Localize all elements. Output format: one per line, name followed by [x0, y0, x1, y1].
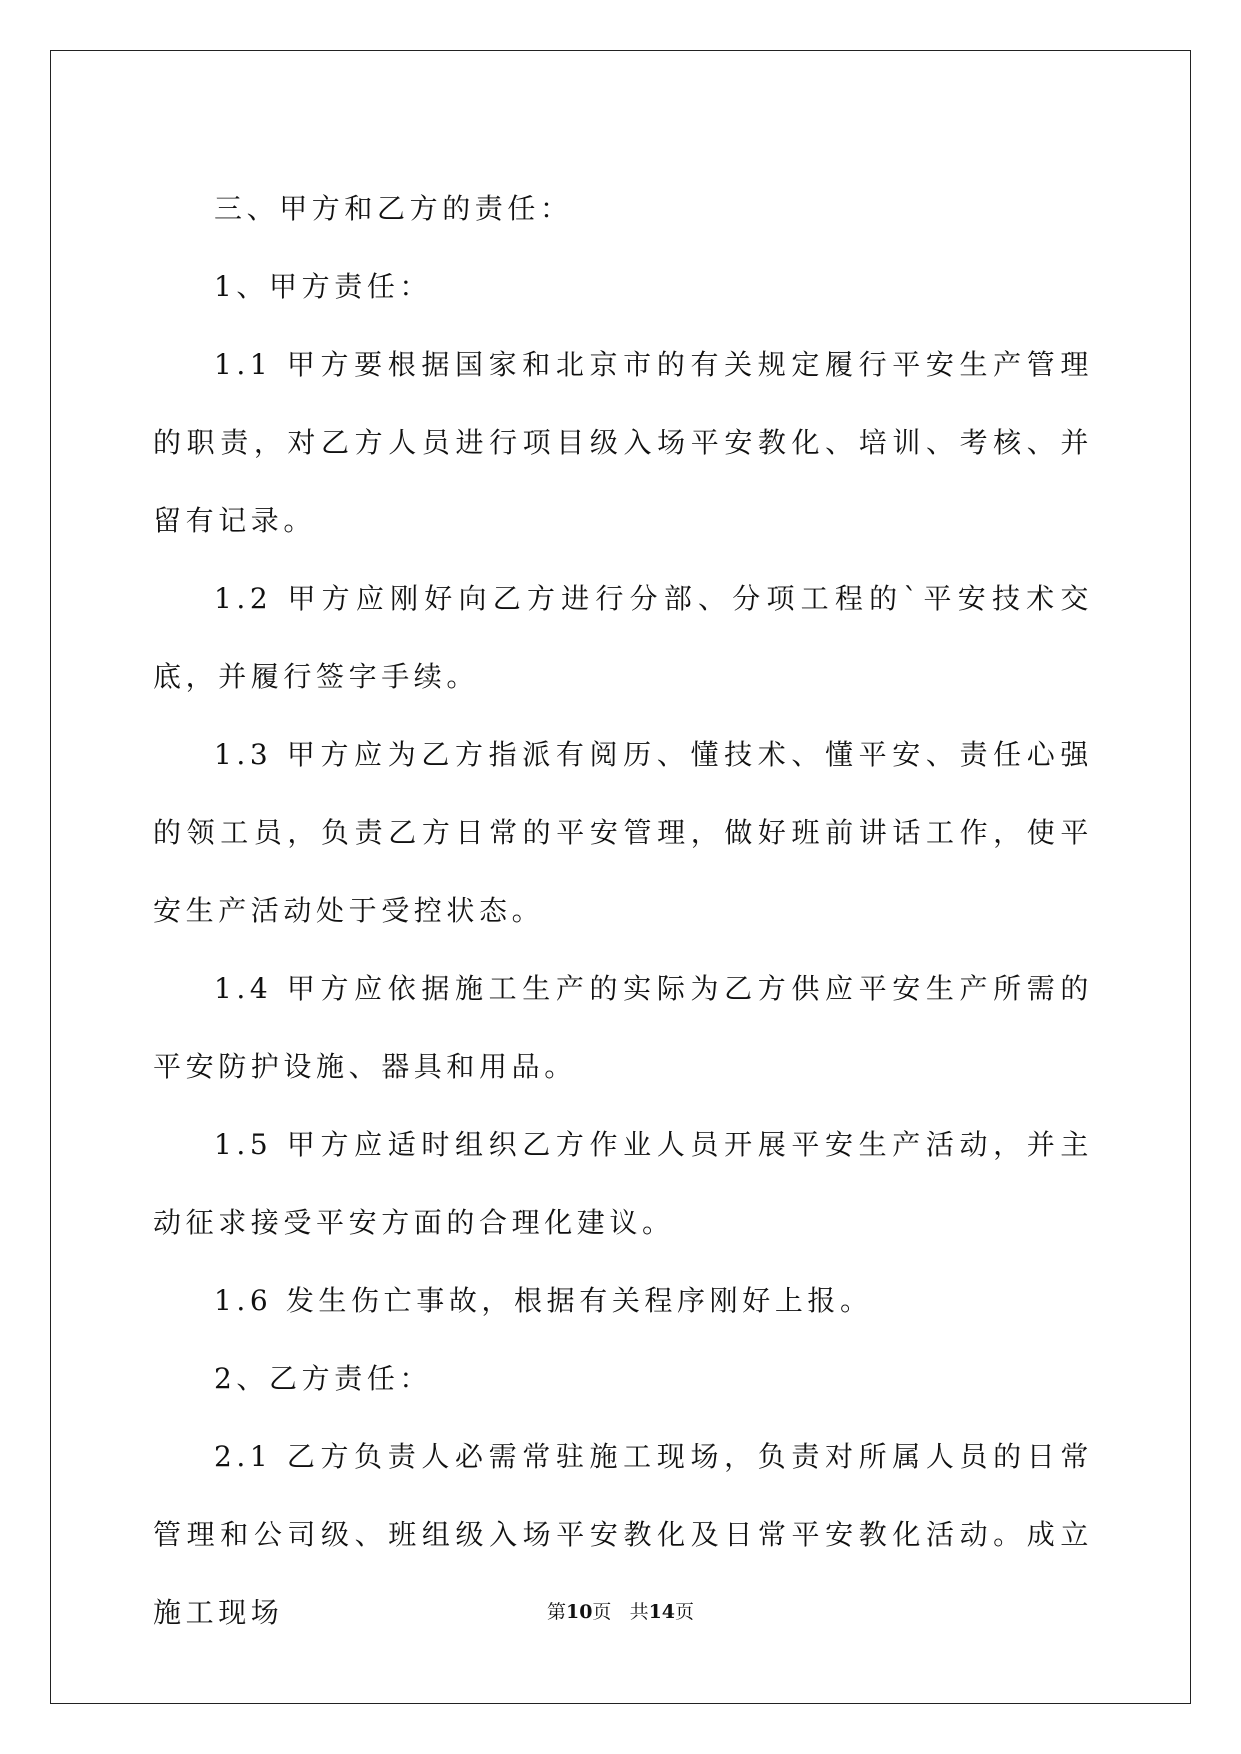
page-footer — [0, 1597, 1241, 1624]
clause-1-6: 1.6 发生伤亡事故，根据有关程序刚好上报。 — [214, 1284, 873, 1317]
clause-1-2: 1.2 甲方应刚好向乙方进行分部、分项工程的`平安技术交底，并履行签字手续。 — [153, 582, 1093, 693]
footer-total-prefix: 共 — [629, 1601, 649, 1623]
clause-1-4: 1.4 甲方应依据施工生产的实际为乙方供应平安生产所需的平安防护设施、器具和用品。 — [153, 972, 1093, 1083]
subsection-heading-party-b: 2、乙方责任： — [214, 1362, 433, 1395]
section-heading: 三、甲方和乙方的责任： — [214, 192, 573, 225]
clause-1-3: 1.3 甲方应为乙方指派有阅历、懂技术、懂平安、责任心强的领工员，负责乙方日常的平安管理，做好班前讲话工作，使平安生产活动处于受控状态。 — [153, 738, 1093, 927]
current-page-number: 10 — [565, 1601, 593, 1623]
clause-2-1: 2.1 乙方负责人必需常驻施工现场，负责对所属人员的日常管理和公司级、班组级入场平安教化及日常平安教化活动。成立施工现场 — [153, 1440, 1093, 1629]
footer-prefix: 第 — [546, 1601, 566, 1623]
clause-1-1: 1.1 甲方要根据国家和北京市的有关规定履行平安生产管理的职责，对乙方人员进行项目级入场平安教化、培训、考核、并留有记录。 — [153, 348, 1093, 537]
document-body — [153, 170, 1093, 1652]
footer-total-suffix: 页 — [675, 1601, 695, 1623]
subsection-heading-party-a: 1、甲方责任： — [214, 270, 433, 303]
footer-page-suffix: 页 — [592, 1601, 612, 1623]
clause-1-5: 1.5 甲方应适时组织乙方作业人员开展平安生产活动，并主动征求接受平安方面的合理化建议。 — [153, 1128, 1093, 1239]
total-page-number: 14 — [648, 1601, 676, 1623]
